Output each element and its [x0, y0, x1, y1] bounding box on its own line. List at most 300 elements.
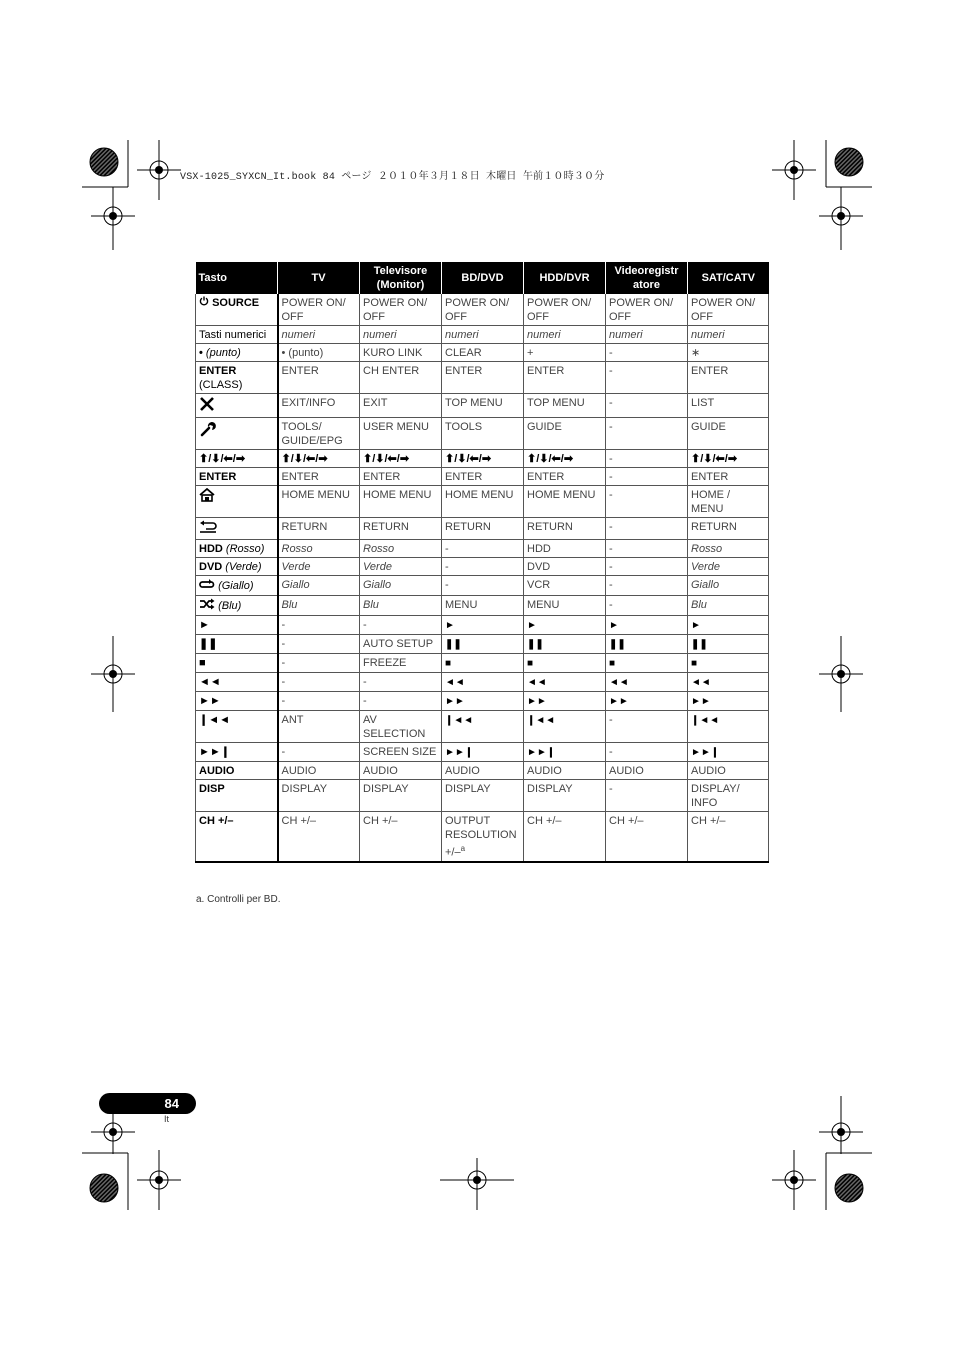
- cell-text: -: [281, 746, 286, 758]
- value-cell: [606, 635, 688, 654]
- value-cell: [360, 540, 442, 558]
- cell-text: TOOLS: [445, 421, 483, 433]
- cell-text: -: [609, 397, 613, 409]
- cell-text: ►: [445, 620, 455, 631]
- value-cell: [524, 743, 606, 762]
- value-cell: [606, 762, 688, 780]
- value-cell: [360, 596, 442, 616]
- cell-text: HOME MENU: [527, 489, 596, 501]
- value-cell: [606, 711, 688, 743]
- cell-text: -: [609, 579, 613, 591]
- cell-text: POWER ON/ OFF: [527, 297, 592, 323]
- arrow-keys-label: ⬆/⬇/⬅/➡: [199, 453, 246, 465]
- cell-text: -: [363, 676, 367, 688]
- value-cell: [278, 326, 360, 344]
- cell-text: ►: [527, 620, 537, 631]
- value-cell: [606, 540, 688, 558]
- value-cell: [606, 596, 688, 616]
- cell-text: Blu: [363, 599, 379, 611]
- cell-text: ►►❙: [691, 747, 720, 758]
- cell-text: USER MENU: [363, 421, 430, 433]
- cell-text: -: [281, 657, 286, 669]
- value-cell: [442, 654, 524, 673]
- page-number: 84: [164, 1096, 179, 1111]
- value-cell: [360, 812, 442, 862]
- cell-text: Giallo: [281, 579, 310, 591]
- value-cell: [442, 635, 524, 654]
- cell-text: ❚❚: [527, 639, 544, 650]
- value-cell: [442, 294, 524, 326]
- value-cell: [360, 635, 442, 654]
- cell-text: -: [609, 421, 613, 433]
- table-row: [196, 394, 769, 418]
- key-color-label: (Blu): [218, 599, 242, 612]
- cell-text: TOP MENU: [445, 397, 503, 409]
- value-cell: [278, 362, 360, 394]
- value-cell: [524, 450, 606, 468]
- value-cell: [524, 616, 606, 635]
- value-cell: [360, 450, 442, 468]
- key-label: ENTER: [199, 365, 237, 377]
- cell-text: Blu: [281, 599, 298, 611]
- cell-text: CH +/–: [527, 815, 562, 827]
- value-cell: [606, 654, 688, 673]
- key-cell: [196, 362, 278, 394]
- cell-text: ENTER: [527, 365, 565, 377]
- value-cell: [606, 326, 688, 344]
- value-cell: [442, 326, 524, 344]
- value-cell: [688, 812, 769, 862]
- cell-text: -: [609, 521, 613, 533]
- value-cell: [442, 762, 524, 780]
- value-cell: [360, 394, 442, 418]
- table-header-row: [196, 262, 769, 294]
- value-cell: [442, 558, 524, 576]
- table-row: [196, 812, 769, 862]
- value-cell: [360, 362, 442, 394]
- cell-text: ►: [609, 620, 619, 631]
- value-cell: [688, 711, 769, 743]
- value-cell: [442, 394, 524, 418]
- value-cell: [524, 596, 606, 616]
- table-row: [196, 711, 769, 743]
- value-cell: [524, 362, 606, 394]
- cell-text: LIST: [691, 397, 715, 409]
- value-cell: [688, 450, 769, 468]
- table-row: [196, 576, 769, 596]
- key-cell: [196, 558, 278, 576]
- column-header-1: TV: [278, 262, 360, 294]
- cell-text: ENTER: [281, 471, 319, 483]
- home-icon: [199, 488, 215, 506]
- cell-text: numeri: [609, 329, 643, 341]
- value-cell: [524, 326, 606, 344]
- arrow-keys-label: ⬆/⬇/⬅/➡: [445, 453, 492, 465]
- cell-text: -: [445, 579, 449, 591]
- footnote-marker: a: [460, 844, 466, 853]
- key-label: ◄◄: [199, 676, 221, 688]
- cell-text: -: [363, 619, 367, 631]
- value-cell: [606, 692, 688, 711]
- cell-text: ENTER: [691, 471, 729, 483]
- cell-text: Giallo: [363, 579, 392, 591]
- key-note: (CLASS): [199, 379, 243, 391]
- key-label: HDD: [199, 543, 223, 555]
- value-cell: [278, 762, 360, 780]
- footnote: a. Controlli per BD.: [196, 894, 281, 905]
- cell-text: Blu: [691, 599, 707, 611]
- value-cell: [606, 743, 688, 762]
- cell-text: AUTO SETUP: [363, 638, 434, 650]
- key-color-label: (Giallo): [218, 579, 254, 592]
- value-cell: [524, 418, 606, 450]
- value-cell: [278, 711, 360, 743]
- cell-text: ◄◄: [691, 677, 711, 688]
- value-cell: [688, 762, 769, 780]
- column-header-6: SAT/CATV: [688, 262, 769, 294]
- cell-text: -: [281, 676, 286, 688]
- cell-text: HOME MENU: [445, 489, 514, 501]
- value-cell: [688, 692, 769, 711]
- cell-text: AV SELECTION: [363, 714, 426, 740]
- repeat-icon: [199, 578, 215, 594]
- table-row: [196, 673, 769, 692]
- power-icon: [199, 296, 209, 310]
- table-row: [196, 418, 769, 450]
- cell-text: numeri: [363, 329, 397, 341]
- cell-text: EXIT/INFO: [281, 397, 336, 409]
- cell-text: HOME MENU: [281, 489, 350, 501]
- value-cell: [524, 394, 606, 418]
- value-cell: [688, 558, 769, 576]
- cell-text: ■: [527, 658, 534, 669]
- key-cell: [196, 743, 278, 762]
- cell-text: -: [609, 714, 613, 726]
- cell-text: TOP MENU: [527, 397, 585, 409]
- value-cell: [278, 450, 360, 468]
- value-cell: [278, 418, 360, 450]
- cell-text: CH ENTER: [363, 365, 420, 377]
- page-number-badge: [99, 1093, 196, 1114]
- cell-text: RETURN: [527, 521, 573, 533]
- cell-text: ◄◄: [609, 677, 629, 688]
- cell-text: ∗: [691, 347, 701, 359]
- cell-text: ENTER: [445, 471, 483, 483]
- value-cell: [524, 558, 606, 576]
- cell-text: -: [609, 365, 613, 377]
- cell-text: CH +/–: [363, 815, 398, 827]
- value-cell: [606, 518, 688, 540]
- value-cell: [606, 394, 688, 418]
- value-cell: [606, 362, 688, 394]
- value-cell: [360, 616, 442, 635]
- cell-text: ►: [691, 620, 701, 631]
- value-cell: [524, 762, 606, 780]
- key-cell: [196, 616, 278, 635]
- value-cell: [278, 780, 360, 812]
- cell-text: ►►: [609, 696, 629, 707]
- value-cell: [360, 673, 442, 692]
- value-cell: [442, 576, 524, 596]
- table-row: [196, 762, 769, 780]
- value-cell: [606, 344, 688, 362]
- column-header-4: HDD/DVR: [524, 262, 606, 294]
- cell-text: DISPLAY: [281, 783, 328, 795]
- key-color-label: (punto): [205, 347, 241, 359]
- cell-text: -: [281, 619, 286, 631]
- cell-text: AUDIO: [363, 765, 398, 777]
- value-cell: [278, 558, 360, 576]
- cell-text: ENTER: [445, 365, 483, 377]
- cell-text: DISPLAY: [363, 783, 409, 795]
- table-row: [196, 596, 769, 616]
- table-row: [196, 616, 769, 635]
- value-cell: [524, 692, 606, 711]
- table-row: [196, 326, 769, 344]
- remote-control-table: [195, 262, 769, 863]
- key-cell: [196, 344, 278, 362]
- value-cell: [278, 654, 360, 673]
- value-cell: [278, 468, 360, 486]
- value-cell: [606, 812, 688, 862]
- value-cell: [688, 326, 769, 344]
- table-body: [196, 294, 769, 862]
- cell-text: POWER ON/ OFF: [445, 297, 510, 323]
- cell-text: AUDIO: [691, 765, 726, 777]
- cell-text: Verde: [281, 561, 311, 573]
- value-cell: [606, 780, 688, 812]
- cell-text: ◄◄: [527, 677, 547, 688]
- x-icon: [199, 396, 215, 416]
- key-label: •: [199, 347, 203, 359]
- table-row: [196, 518, 769, 540]
- value-cell: [606, 558, 688, 576]
- cell-text: EXIT: [363, 397, 388, 409]
- value-cell: [442, 692, 524, 711]
- value-cell: [524, 468, 606, 486]
- key-note: Tasti numerici: [199, 329, 267, 341]
- cell-text: ❚❚: [609, 639, 626, 650]
- key-cell: [196, 812, 278, 862]
- table-row: [196, 540, 769, 558]
- cell-text: GUIDE: [691, 421, 726, 433]
- table-row: [196, 692, 769, 711]
- value-cell: [278, 673, 360, 692]
- column-header-5: Videoregistr atore: [606, 262, 688, 294]
- value-cell: [442, 486, 524, 518]
- value-cell: [278, 294, 360, 326]
- key-label: CH +/–: [199, 815, 234, 827]
- key-label: ❙◄◄: [199, 714, 230, 726]
- arrow-keys-label: ⬆/⬇/⬅/➡: [281, 453, 328, 465]
- cell-text: RETURN: [445, 521, 491, 533]
- value-cell: [278, 743, 360, 762]
- cell-text: RETURN: [281, 521, 328, 533]
- table-row: [196, 294, 769, 326]
- value-cell: [688, 540, 769, 558]
- value-cell: [360, 326, 442, 344]
- cell-text: CH +/–: [609, 815, 644, 827]
- table-row: [196, 558, 769, 576]
- key-cell: [196, 294, 278, 326]
- cell-text: FREEZE: [363, 657, 407, 669]
- value-cell: [524, 812, 606, 862]
- cell-text: DISPLAY: [445, 783, 491, 795]
- cell-text: ■: [691, 658, 698, 669]
- cell-text: ❙◄◄: [445, 715, 474, 726]
- value-cell: [442, 344, 524, 362]
- key-color-label: (Verde): [225, 561, 262, 573]
- key-cell: [196, 518, 278, 540]
- value-cell: [524, 344, 606, 362]
- value-cell: [278, 540, 360, 558]
- cell-text: numeri: [281, 329, 316, 341]
- value-cell: [688, 344, 769, 362]
- value-cell: [442, 450, 524, 468]
- cell-text: ENTER: [527, 471, 565, 483]
- cell-text: GUIDE: [527, 421, 562, 433]
- value-cell: [688, 576, 769, 596]
- language-label: It: [164, 1114, 170, 1124]
- table-row: [196, 654, 769, 673]
- key-cell: [196, 692, 278, 711]
- value-cell: [442, 596, 524, 616]
- value-cell: [360, 692, 442, 711]
- value-cell: [524, 486, 606, 518]
- cell-text: VCR: [527, 579, 551, 591]
- column-header-0: Tasto: [196, 262, 278, 294]
- value-cell: [606, 673, 688, 692]
- key-label: ►►❙: [199, 746, 230, 758]
- value-cell: [360, 762, 442, 780]
- value-cell: [524, 654, 606, 673]
- value-cell: [360, 654, 442, 673]
- value-cell: [360, 486, 442, 518]
- value-cell: [606, 616, 688, 635]
- cell-text: -: [281, 638, 286, 650]
- value-cell: [688, 486, 769, 518]
- value-cell: [606, 450, 688, 468]
- value-cell: [606, 468, 688, 486]
- value-cell: [442, 362, 524, 394]
- key-cell: [196, 711, 278, 743]
- cell-text: KURO LINK: [363, 347, 423, 359]
- value-cell: [688, 468, 769, 486]
- key-label: ■: [199, 657, 206, 669]
- value-cell: [524, 576, 606, 596]
- cell-text: POWER ON/ OFF: [281, 297, 346, 323]
- cell-text: HDD: [527, 543, 551, 555]
- value-cell: [442, 616, 524, 635]
- cell-text: ENTER: [281, 365, 319, 377]
- key-label: ❚❚: [199, 638, 218, 650]
- value-cell: [360, 576, 442, 596]
- value-cell: [278, 394, 360, 418]
- key-cell: [196, 576, 278, 596]
- value-cell: [688, 394, 769, 418]
- value-cell: [278, 576, 360, 596]
- column-header-3: BD/DVD: [442, 262, 524, 294]
- key-cell: [196, 394, 278, 418]
- cell-text: ❙◄◄: [691, 715, 720, 726]
- value-cell: [524, 518, 606, 540]
- cell-text: -: [609, 471, 613, 483]
- value-cell: [278, 812, 360, 862]
- wrench-icon: [199, 420, 217, 442]
- key-cell: [196, 673, 278, 692]
- value-cell: [606, 486, 688, 518]
- cell-text: ■: [609, 658, 616, 669]
- value-cell: [442, 518, 524, 540]
- value-cell: [360, 518, 442, 540]
- cell-text: DISPLAY: [527, 783, 573, 795]
- key-label: AUDIO: [199, 765, 235, 777]
- value-cell: [688, 743, 769, 762]
- cell-text: -: [609, 599, 613, 611]
- key-cell: [196, 540, 278, 558]
- cell-text: POWER ON/ OFF: [609, 297, 674, 323]
- value-cell: [278, 518, 360, 540]
- key-label: DISP: [199, 783, 225, 795]
- value-cell: [442, 743, 524, 762]
- key-label: DVD: [199, 561, 223, 573]
- cell-text: ►►: [445, 696, 465, 707]
- cell-text: MENU: [527, 599, 560, 611]
- return-icon: [199, 520, 217, 538]
- value-cell: [360, 294, 442, 326]
- value-cell: [442, 673, 524, 692]
- key-cell: [196, 596, 278, 616]
- value-cell: [442, 711, 524, 743]
- value-cell: [688, 616, 769, 635]
- value-cell: [688, 654, 769, 673]
- cell-text: +: [527, 347, 534, 359]
- cell-text: CLEAR: [445, 347, 482, 359]
- table-row: [196, 344, 769, 362]
- cell-text: DVD: [527, 561, 551, 573]
- value-cell: [688, 596, 769, 616]
- key-label: ENTER: [199, 471, 237, 483]
- cell-text: -: [281, 695, 286, 707]
- table-row: [196, 450, 769, 468]
- cell-text: Rosso: [281, 543, 313, 555]
- cell-text: numeri: [691, 329, 725, 341]
- cell-text: -: [609, 543, 613, 555]
- cell-text: -: [609, 489, 613, 501]
- cell-text: ■: [445, 658, 452, 669]
- value-cell: [360, 418, 442, 450]
- cell-text: ►►❙: [527, 747, 556, 758]
- cell-text: ANT: [281, 714, 304, 726]
- cell-text: AUDIO: [609, 765, 644, 777]
- value-cell: [688, 673, 769, 692]
- table-row: [196, 743, 769, 762]
- value-cell: [360, 468, 442, 486]
- value-cell: [524, 673, 606, 692]
- value-cell: [688, 780, 769, 812]
- value-cell: [360, 711, 442, 743]
- cell-text: CH +/–: [281, 815, 317, 827]
- cell-text: Verde: [691, 561, 720, 573]
- key-cell: [196, 762, 278, 780]
- cell-text: AUDIO: [281, 765, 317, 777]
- value-cell: [278, 616, 360, 635]
- cell-text: AUDIO: [527, 765, 562, 777]
- key-color-label: (Rosso): [225, 543, 265, 555]
- cell-text: Giallo: [691, 579, 720, 591]
- cell-text: -: [609, 783, 613, 795]
- cell-text: -: [609, 453, 613, 465]
